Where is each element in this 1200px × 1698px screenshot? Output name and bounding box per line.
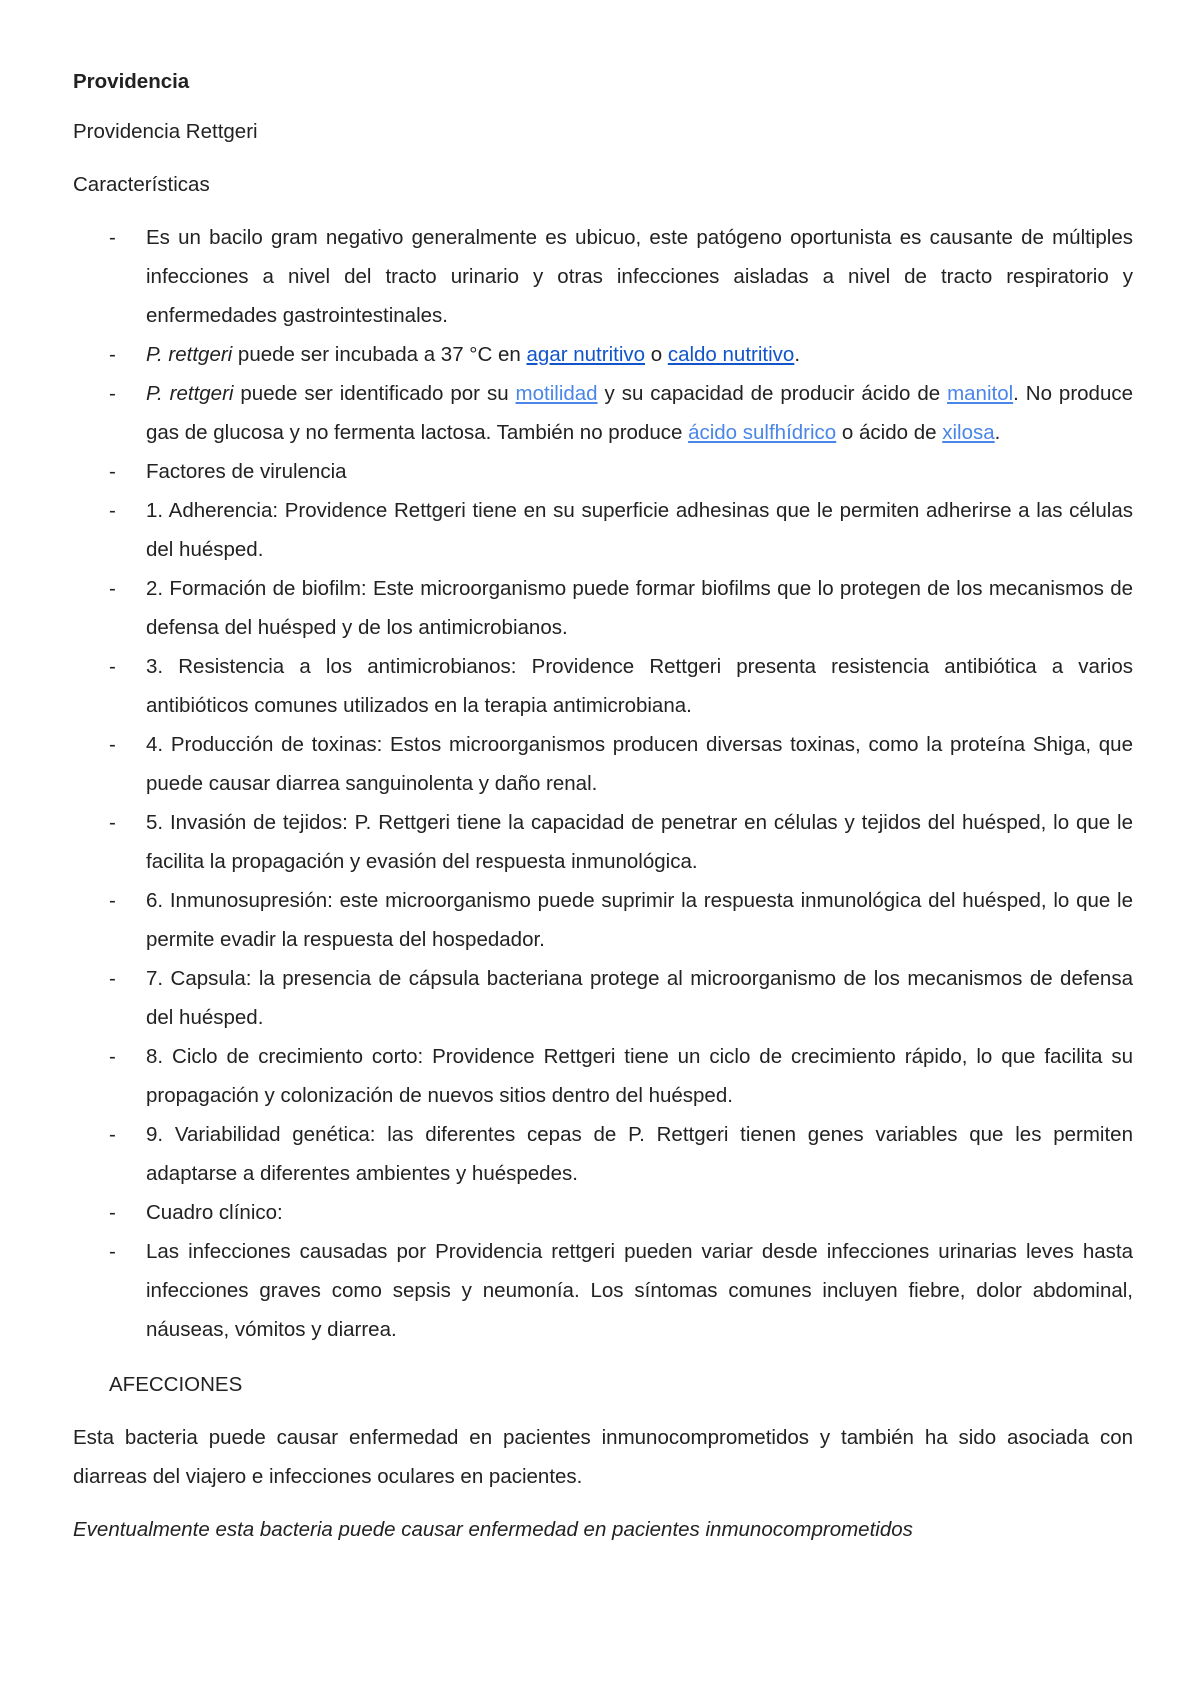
- list-dash: -: [109, 577, 116, 600]
- list-item: - 2. Formación de biofilm: Este microorganismo puede formar biofilms que lo protegen de los mecanismos de defensa del huésped y de los antimicrobianos.: [73, 569, 1133, 647]
- list-dash: -: [109, 1240, 116, 1263]
- list-item: - 9. Variabilidad genética: las diferentes cepas de P. Rettgeri tienen genes variables que les permiten adaptarse a diferentes ambientes y huéspedes.: [73, 1115, 1133, 1193]
- list-item: - Cuadro clínico:: [73, 1193, 1133, 1232]
- afecciones-paragraph: Esta bacteria puede causar enfermedad en pacientes inmunocomprometidos y también ha sido asociada con diarreas del viajero e infecciones oculares en pacientes.: [73, 1426, 1133, 1488]
- closing-line: Eventualmente esta bacteria puede causar enfermedad en pacientes inmunocomprometidos: [73, 1518, 913, 1541]
- link-manitol[interactable]: manitol: [947, 382, 1014, 405]
- characteristics-list: [73, 218, 1133, 1349]
- list-dash: -: [109, 811, 116, 834]
- list-item: - Factores de virulencia: [73, 452, 1133, 491]
- list-item: - P. rettgeri puede ser identificado por su motilidad y su capacidad de producir ácido de manitol. No produce gas de glucosa y no fermenta lactosa. También no produce ácido sulfhídrico o ácido de xilosa.: [73, 374, 1133, 452]
- list-dash: -: [109, 967, 116, 990]
- list-item: - 5. Invasión de tejidos: P. Rettgeri tiene la capacidad de penetrar en células y tejidos del huésped, lo que le facilita la propagación y evasión del respuesta inmunológica.: [73, 803, 1133, 881]
- list-item: - 8. Ciclo de crecimiento corto: Providence Rettgeri tiene un ciclo de crecimiento rápido, lo que facilita su propagación y colonización de nuevos sitios dentro del huésped.: [73, 1037, 1133, 1115]
- subtitle: Providencia Rettgeri: [73, 120, 258, 143]
- list-dash: -: [109, 889, 116, 912]
- list-item: - 7. Capsula: la presencia de cápsula bacteriana protege al microorganismo de los mecanismos de defensa del huésped.: [73, 959, 1133, 1037]
- species-name: P. rettgeri: [146, 382, 234, 405]
- list-item: - 3. Resistencia a los antimicrobianos: Providence Rettgeri presenta resistencia antibiótica a varios antibióticos comunes utilizados en la terapia antimicrobiana.: [73, 647, 1133, 725]
- list-item: - 6. Inmunosupresión: este microorganismo puede suprimir la respuesta inmunológica del huésped, lo que le permite evadir la respuesta del hospedador.: [73, 881, 1133, 959]
- list-dash: -: [109, 1045, 116, 1068]
- species-name: P. rettgeri: [146, 343, 233, 366]
- list-item: - P. rettgeri puede ser incubada a 37 °C en agar nutritivo o caldo nutritivo.: [73, 335, 1133, 374]
- list-item: - 4. Producción de toxinas: Estos microorganismos producen diversas toxinas, como la proteína Shiga, que puede causar diarrea sanguinolenta y daño renal.: [73, 725, 1133, 803]
- link-xilosa[interactable]: xilosa: [942, 421, 995, 444]
- link-acido-sulfhidrico[interactable]: ácido sulfhídrico: [688, 421, 837, 444]
- link-caldo-nutritivo[interactable]: caldo nutritivo: [667, 343, 795, 366]
- list-dash: -: [109, 460, 116, 483]
- list-item: - Las infecciones causadas por Providencia rettgeri pueden variar desde infecciones urinarias leves hasta infecciones graves como sepsis y neumonía. Los síntomas comunes incluyen fiebre, dolor abdominal, náuseas, vómitos y diarrea.: [73, 1232, 1133, 1349]
- list-dash: -: [109, 226, 116, 249]
- list-dash: -: [109, 499, 116, 522]
- document-title: Providencia: [73, 70, 190, 93]
- afecciones-heading: AFECCIONES: [109, 1373, 243, 1396]
- list-dash: -: [109, 733, 116, 756]
- section-heading: Características: [73, 173, 210, 196]
- link-motilidad[interactable]: motilidad: [515, 382, 598, 405]
- list-dash: -: [109, 382, 116, 405]
- list-dash: -: [109, 1123, 116, 1146]
- list-dash: -: [109, 343, 116, 366]
- list-item: - Es un bacilo gram negativo generalmente es ubicuo, este patógeno oportunista es causante de múltiples infecciones a nivel del tracto urinario y otras infecciones aisladas a nivel de tracto respiratorio y enfermedades gastrointestinales.: [73, 218, 1133, 335]
- document-page: [73, 62, 1133, 1563]
- list-item: - 1. Adherencia: Providence Rettgeri tiene en su superficie adhesinas que le permiten adherirse a las células del huésped.: [73, 491, 1133, 569]
- list-dash: -: [109, 1201, 116, 1224]
- link-agar-nutritivo[interactable]: agar nutritivo: [526, 343, 646, 366]
- list-dash: -: [109, 655, 116, 678]
